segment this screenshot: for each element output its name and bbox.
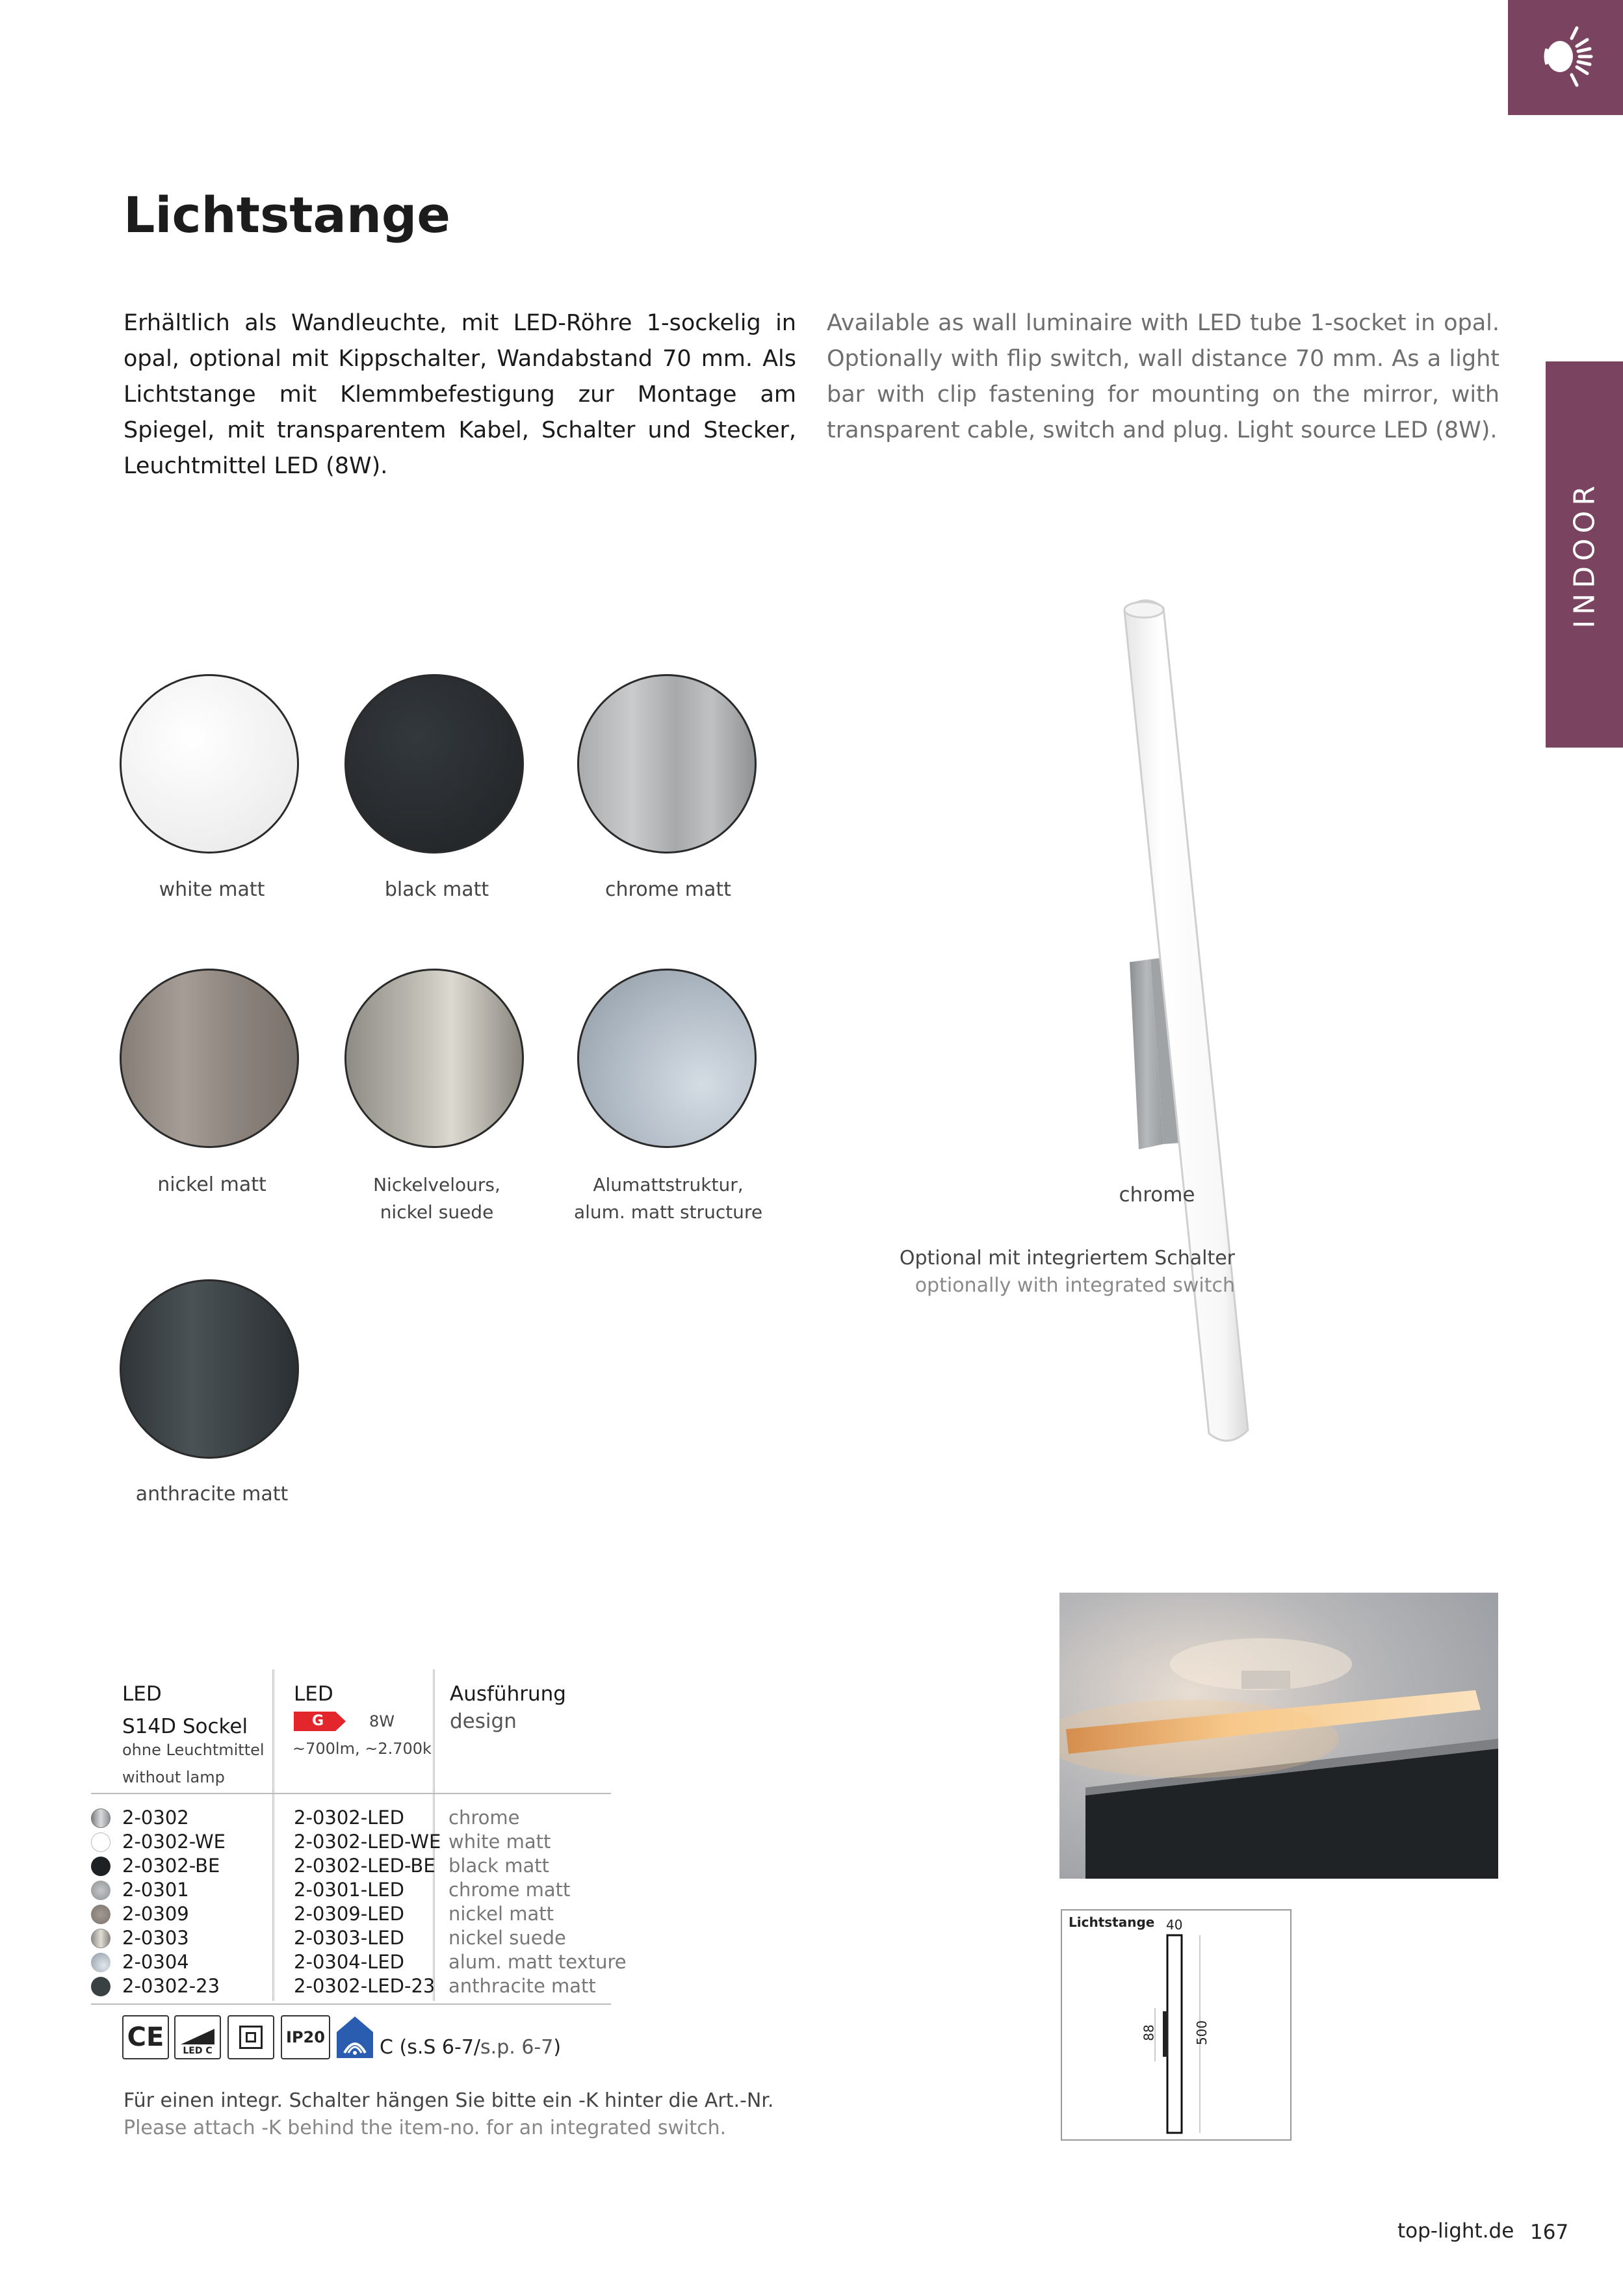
table-col1-note2: without lamp [122,1768,225,1786]
corner-tab [1508,0,1623,115]
led-class-value: C [205,2046,213,2056]
design: alum. matt texture [448,1951,627,1973]
table-col2-specs: ~700lm, ~2.700k [292,1740,432,1758]
dimension-drawing [1061,1909,1292,2141]
switch-option-en: optionally with integrated switch [915,1274,1235,1297]
energy-class-letter: G [312,1713,324,1729]
lamp-illustration [1053,592,1391,1450]
swatch-label-alum-matt [558,1171,779,1226]
design: chrome [448,1807,520,1829]
swatch-label-line1: Alumattstruktur, [593,1174,744,1195]
art-number: 2-0303 [122,1927,189,1949]
table-divider-1 [272,1669,274,2001]
swatch-label-line1: Nickelvelours, [373,1174,500,1195]
table-col1-note1: ohne Leuchtmittel [122,1741,265,1759]
dimension-width: 40 [1166,1917,1183,1933]
footer-website-link[interactable]: top-light.de [1397,2219,1514,2243]
table-col1-head: LED [122,1682,162,1706]
swatch-alum-matt-structure[interactable] [577,969,757,1148]
swatch-label-line2: alum. matt structure [573,1201,763,1223]
side-tab-label: INDOOR [1568,480,1601,629]
energy-ref-main: C (s.S 6-7/ [380,2036,481,2059]
energy-class-badge [294,1712,346,1731]
table-col1-sub: S14D Sockel [122,1715,248,1738]
finish-dot [91,1953,110,1972]
swatch-label-black-matt: black matt [384,878,489,901]
table-col2-head: LED [294,1682,333,1706]
swatch-label-chrome-matt: chrome matt [605,878,731,901]
ce-mark-icon: CE [122,2015,169,2059]
swatch-label-anthracite-matt: anthracite matt [135,1483,289,1506]
dimension-mount: 88 [1141,2024,1157,2041]
swatch-label-nickel-matt: nickel matt [157,1173,266,1196]
art-number: 2-0309 [122,1903,189,1925]
intro-text-en: Available as wall luminaire with LED tube 1-socket in opal. Optionally with flip switch, wall distance 70 mm. As a light bar with clip fastening for mounting on the mirror, with transparent cable, switch and plug. Light source LED (8W). [827,310,1500,443]
table-header-rule [91,1793,611,1794]
page-title: Lichtstange [123,186,450,244]
finish-dot [91,1929,110,1948]
energy-label-icon [335,2015,374,2059]
design: white matt [448,1831,551,1853]
dimension-height: 500 [1194,2020,1210,2046]
led-class-icon [174,2015,221,2059]
art-number: 2-0302-WE [122,1831,226,1853]
finish-dot [91,1977,110,1996]
light-bulb-icon [1535,23,1600,88]
swatch-chrome-matt[interactable] [577,674,757,854]
product-photo [1059,1593,1498,1879]
lamp-caption: chrome [1119,1183,1195,1207]
art-number-led: 2-0302-LED-WE [294,1831,441,1853]
swatch-label-white-matt: white matt [159,878,265,901]
art-number: 2-0302 [122,1807,189,1829]
side-tab-indoor[interactable] [1546,361,1623,748]
art-number: 2-0301 [122,1879,189,1901]
art-number-led: 2-0304-LED [294,1951,404,1973]
design: black matt [448,1855,549,1877]
switch-option-de: Optional mit integriertem Schalter [899,1247,1235,1270]
intro-text-de: Erhältlich als Wandleuchte, mit LED-Röhre 1-sockelig in opal, optional mit Kippschalter, Wandabstand 70 mm. Als Lichtstange mit Klemmbefestigung zur Montage am Spiegel, mit transparentem Kabel, Schalter und Stecker, Leuchtmittel LED (8W). [123,310,796,479]
energy-reference [380,2036,561,2059]
table-col3-head: Ausführung [450,1682,566,1706]
switch-note-de: Für einen integr. Schalter hängen Sie bitte ein -K hinter die Art.-Nr. [123,2089,774,2112]
swatch-black-matt[interactable] [344,674,524,854]
energy-ref-alt: s.p. 6-7 [480,2036,554,2059]
swatch-anthracite-matt[interactable] [120,1279,299,1459]
finish-dot [91,1881,110,1900]
swatch-label-line2: nickel suede [380,1201,494,1223]
design: nickel matt [448,1903,554,1925]
table-col2-watt: 8W [369,1712,395,1730]
protection-class-icon [227,2015,274,2059]
art-number-led: 2-0301-LED [294,1879,404,1901]
switch-note-en: Please attach -K behind the item-no. for an integrated switch. [123,2117,727,2139]
finish-dot [91,1905,110,1924]
art-number-led: 2-0302-LED-BE [294,1855,435,1877]
art-number-led: 2-0302-LED [294,1807,404,1829]
finish-dot [91,1808,110,1828]
art-number-led: 2-0309-LED [294,1903,404,1925]
table-col3-head-en: design [450,1710,517,1733]
design: chrome matt [448,1879,571,1901]
ip-rating-icon: IP20 [281,2015,330,2059]
art-number: 2-0302-BE [122,1855,220,1877]
swatch-nickel-suede[interactable] [344,969,524,1148]
swatch-nickel-matt[interactable] [120,969,299,1148]
art-number-led: 2-0303-LED [294,1927,404,1949]
art-number-led: 2-0302-LED-23 [294,1975,435,1997]
swatch-label-nickel-suede [326,1171,547,1226]
led-class-label: LED [183,2046,203,2056]
table-bottom-rule [91,2003,611,2005]
dimension-title: Lichtstange [1069,1914,1155,1930]
art-number: 2-0304 [122,1951,189,1973]
finish-dot [91,1857,110,1876]
art-number: 2-0302-23 [122,1975,220,1997]
page-number: 167 [1530,2221,1569,2244]
design: anthracite matt [448,1975,596,1997]
energy-ref-close: ) [553,2036,562,2059]
design: nickel suede [448,1927,566,1949]
finish-dot [91,1833,110,1852]
swatch-white-matt[interactable] [120,674,299,854]
